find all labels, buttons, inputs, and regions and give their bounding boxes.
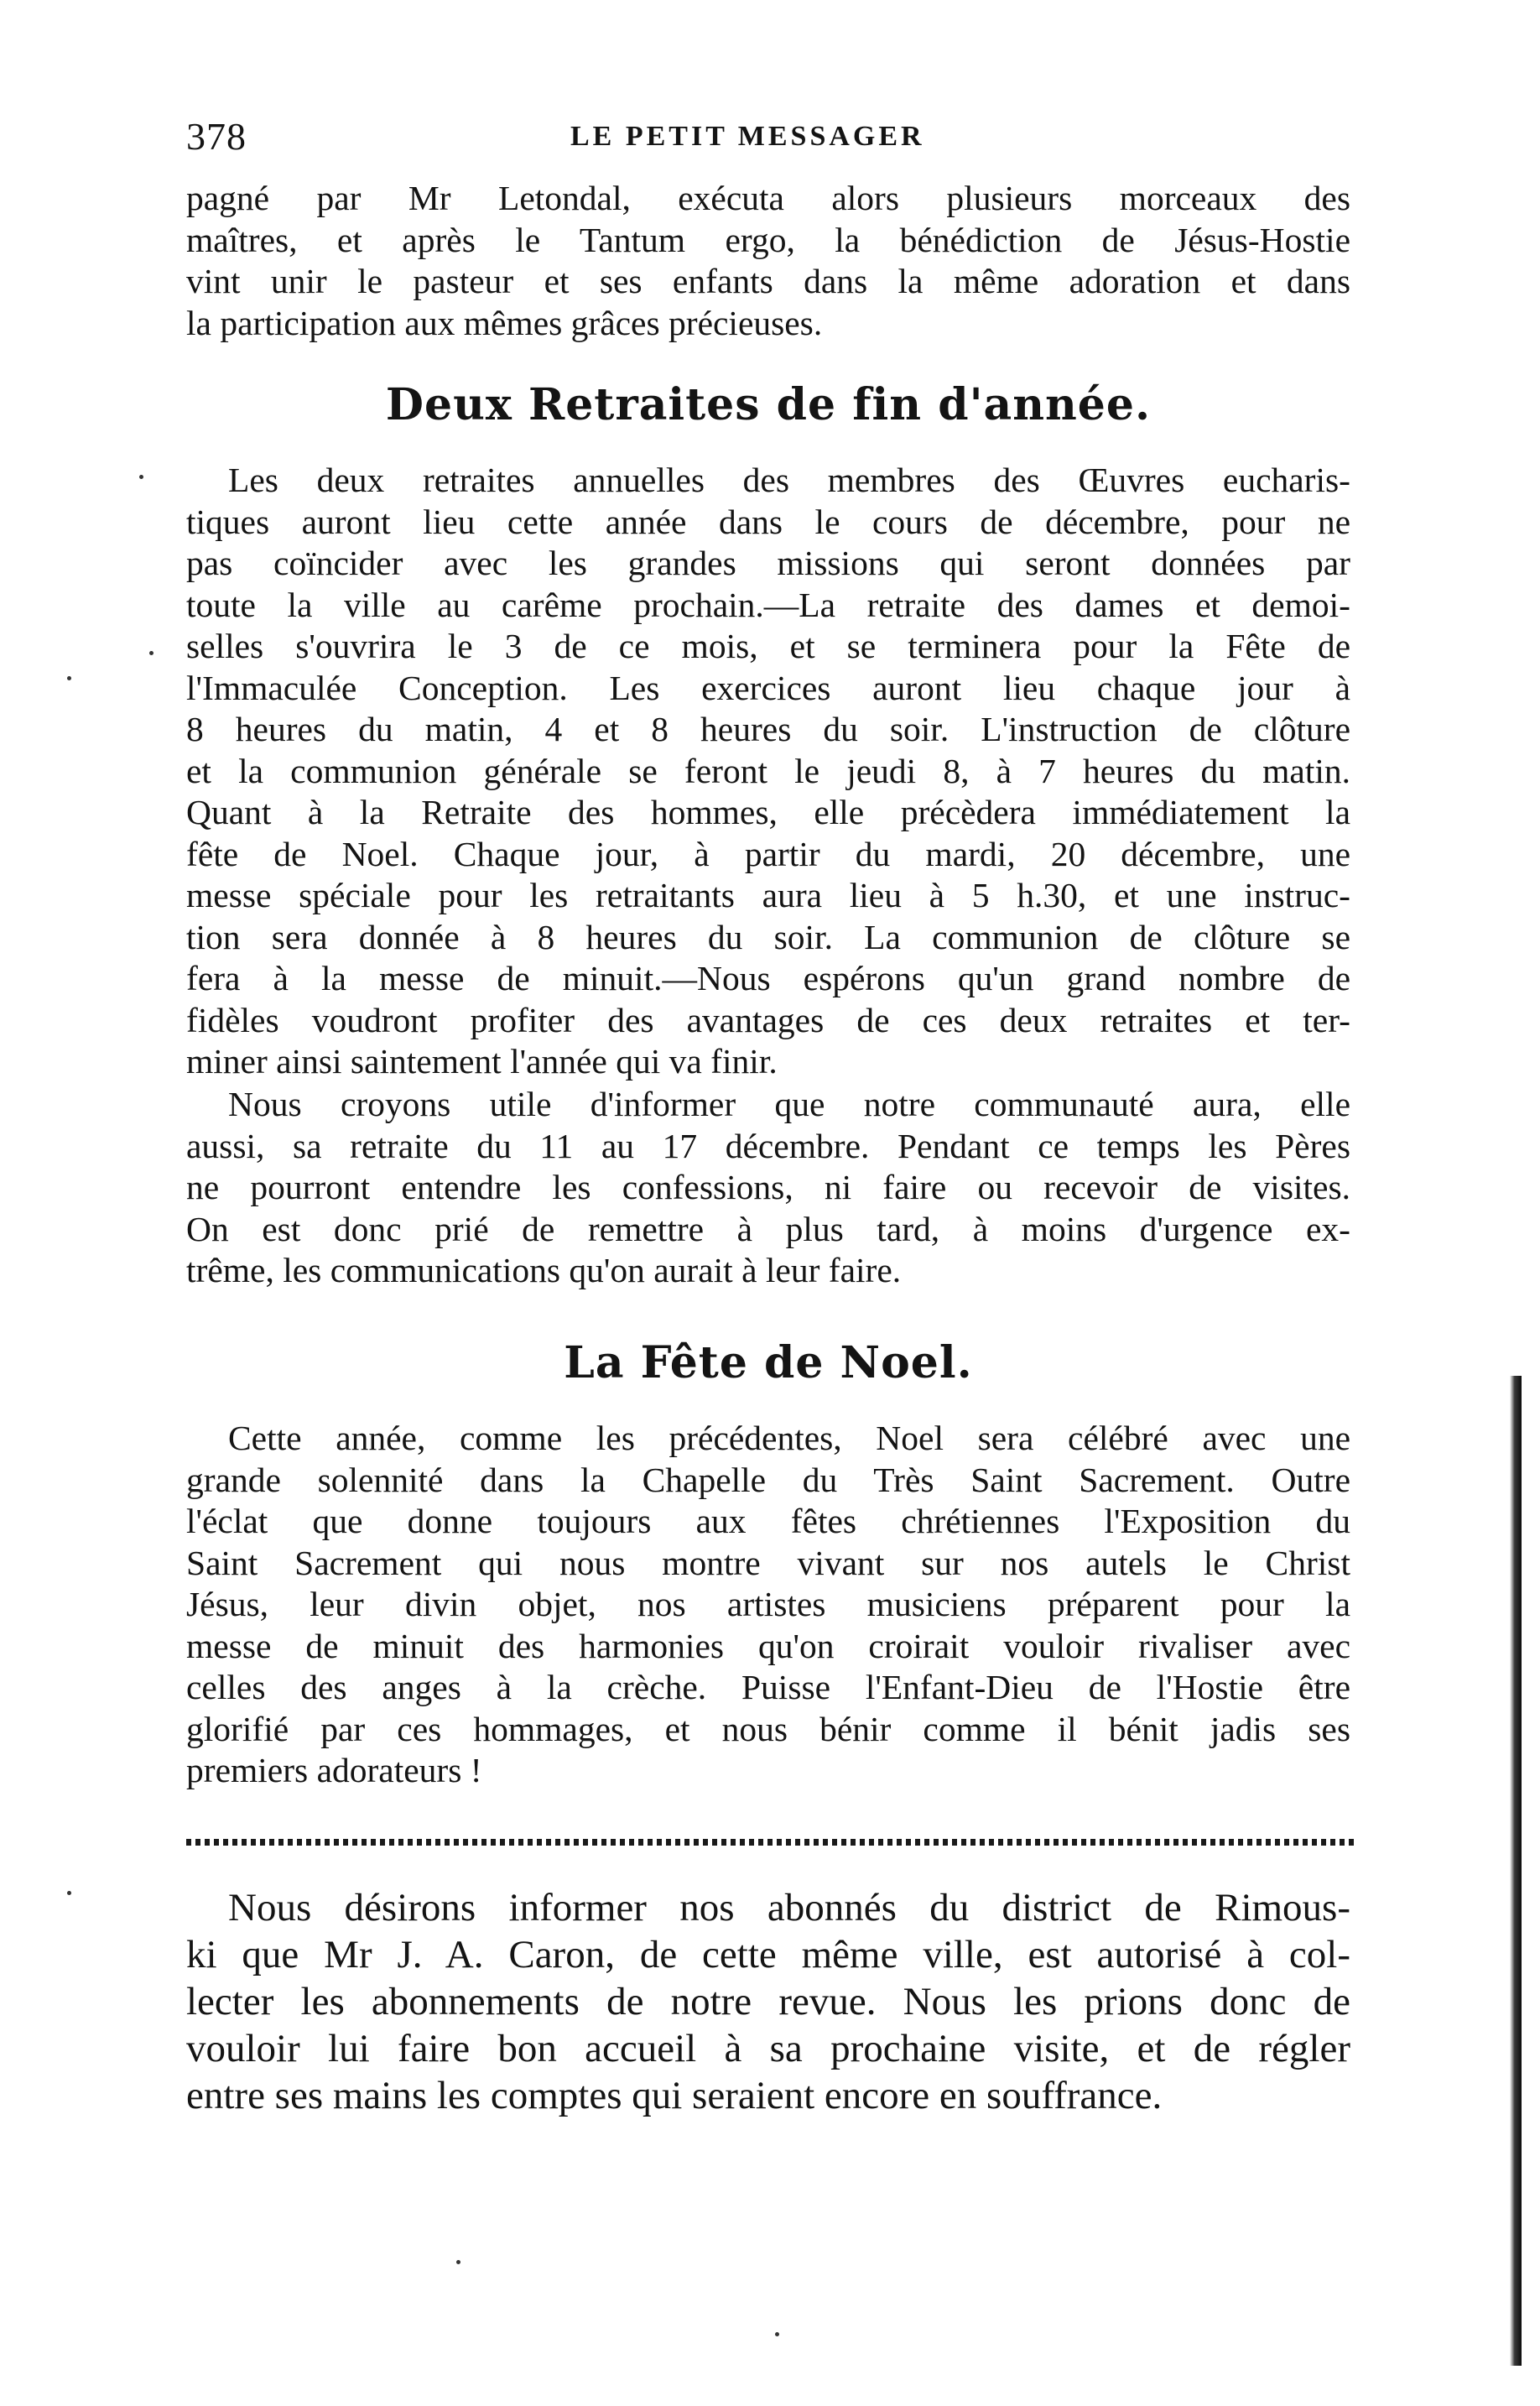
text-line: maîtres, et après le Tantum ergo, la bénédiction de Jésus-Hostie bbox=[186, 220, 1350, 259]
text-line: pas coïncider avec les grandes missions qui seront données par bbox=[186, 544, 1350, 582]
text-line: entre ses mains les comptes qui seraient encore en souffrance. bbox=[186, 2074, 1163, 2117]
text-line: toute la ville au carême prochain.—La retraite des dames et demoi- bbox=[186, 585, 1350, 624]
retraites-paragraph-2 bbox=[186, 1084, 1350, 1292]
text-line: miner ainsi saintement l'année qui va finir. bbox=[186, 1042, 778, 1081]
text-line: et la communion générale se feront le jeudi 8, à 7 heures du matin. bbox=[186, 751, 1350, 790]
text-line: grande solennité dans la Chapelle du Très Saint Sacrement. Outre bbox=[186, 1460, 1350, 1499]
section-heading-retraites: Deux Retraites de fin d'année. bbox=[385, 379, 1152, 430]
text-line: aussi, sa retraite du 11 au 17 décembre. Pendant ce temps les Pères bbox=[186, 1126, 1350, 1165]
section-heading-noel: La Fête de Noel. bbox=[564, 1337, 973, 1388]
text-line: Les deux retraites annuelles des membres des Œuvres eucharis- bbox=[228, 461, 1350, 499]
text-line: ki que Mr J. A. Caron, de cette même ville, est autorisé à col- bbox=[186, 1933, 1350, 1976]
text-line: tiques auront lieu cette année dans le cours de décembre, pour ne bbox=[186, 502, 1350, 541]
text-line: On est donc prié de remettre à plus tard, à moins d'urgence ex- bbox=[186, 1209, 1350, 1248]
text-line: Saint Sacrement qui nous montre vivant sur nos autels le Christ bbox=[186, 1543, 1350, 1582]
running-title: LE PETIT MESSAGER bbox=[570, 121, 925, 152]
ink-speck bbox=[775, 2332, 779, 2336]
ink-speck bbox=[149, 651, 153, 655]
ink-speck bbox=[139, 475, 143, 479]
text-line: fête de Noel. Chaque jour, à partir du mardi, 20 décembre, une bbox=[186, 834, 1350, 873]
subscriber-notice bbox=[186, 1884, 1350, 2119]
text-line: tion sera donnée à 8 heures du soir. La communion de clôture se bbox=[186, 917, 1350, 956]
ink-speck bbox=[67, 1891, 71, 1895]
text-line: Quant à la Retraite des hommes, elle précèdera immédiatement la bbox=[186, 793, 1350, 831]
page-binding-edge bbox=[1510, 1376, 1522, 2366]
text-line: pagné par Mr Letondal, exécuta alors plusieurs morceaux des bbox=[186, 179, 1350, 217]
text-line: Cette année, comme les précédentes, Noel sera célébré avec une bbox=[228, 1419, 1350, 1457]
text-line: celles des anges à la crèche. Puisse l'Enfant-Dieu de l'Hostie être bbox=[186, 1668, 1350, 1706]
ink-speck bbox=[67, 676, 71, 680]
noel-paragraph bbox=[186, 1418, 1350, 1792]
text-line: fidèles voudront profiter des avantages de ces deux retraites et ter- bbox=[186, 1000, 1350, 1039]
intro-paragraph bbox=[186, 178, 1350, 344]
page-number: 378 bbox=[186, 115, 247, 158]
retraites-paragraph-1 bbox=[186, 460, 1350, 1083]
text-line: trême, les communications qu'on aurait à leur faire. bbox=[186, 1251, 902, 1289]
text-line: selles s'ouvrira le 3 de ce mois, et se terminera pour la Fête de bbox=[186, 627, 1350, 665]
text-line: messe spéciale pour les retraitants aura lieu à 5 h.30, et une instruc- bbox=[186, 876, 1350, 914]
text-line: fera à la messe de minuit.—Nous espérons qu'un grand nombre de bbox=[186, 959, 1350, 997]
ornamental-divider bbox=[186, 1839, 1354, 1846]
text-line: glorifié par ces hommages, et nous bénir comme il bénit jadis ses bbox=[186, 1709, 1350, 1748]
text-line: lecter les abonnements de notre revue. Nous les prions donc de bbox=[186, 1980, 1350, 2023]
text-line: ne pourront entendre les confessions, ni faire ou recevoir de visites. bbox=[186, 1168, 1350, 1206]
text-line: messe de minuit des harmonies qu'on croirait vouloir rivaliser avec bbox=[186, 1626, 1350, 1665]
text-line: l'Immaculée Conception. Les exercices auront lieu chaque jour à bbox=[186, 668, 1350, 707]
page-header bbox=[186, 114, 1352, 164]
text-line: la participation aux mêmes grâces précieuses. bbox=[186, 303, 823, 342]
text-line: l'éclat que donne toujours aux fêtes chrétiennes l'Exposition du bbox=[186, 1502, 1350, 1540]
text-line: vouloir lui faire bon accueil à sa prochaine visite, et de régler bbox=[186, 2027, 1350, 2070]
text-line: 8 heures du matin, 4 et 8 heures du soir. L'instruction de clôture bbox=[186, 710, 1350, 748]
text-line: Nous désirons informer nos abonnés du district de Rimous- bbox=[228, 1886, 1350, 1929]
ink-speck bbox=[456, 2260, 460, 2264]
text-line: premiers adorateurs ! bbox=[186, 1751, 482, 1789]
text-line: Jésus, leur divin objet, nos artistes musiciens préparent pour la bbox=[186, 1585, 1350, 1623]
text-line: Nous croyons utile d'informer que notre communauté aura, elle bbox=[228, 1085, 1350, 1123]
text-line: vint unir le pasteur et ses enfants dans la même adoration et dans bbox=[186, 262, 1350, 300]
